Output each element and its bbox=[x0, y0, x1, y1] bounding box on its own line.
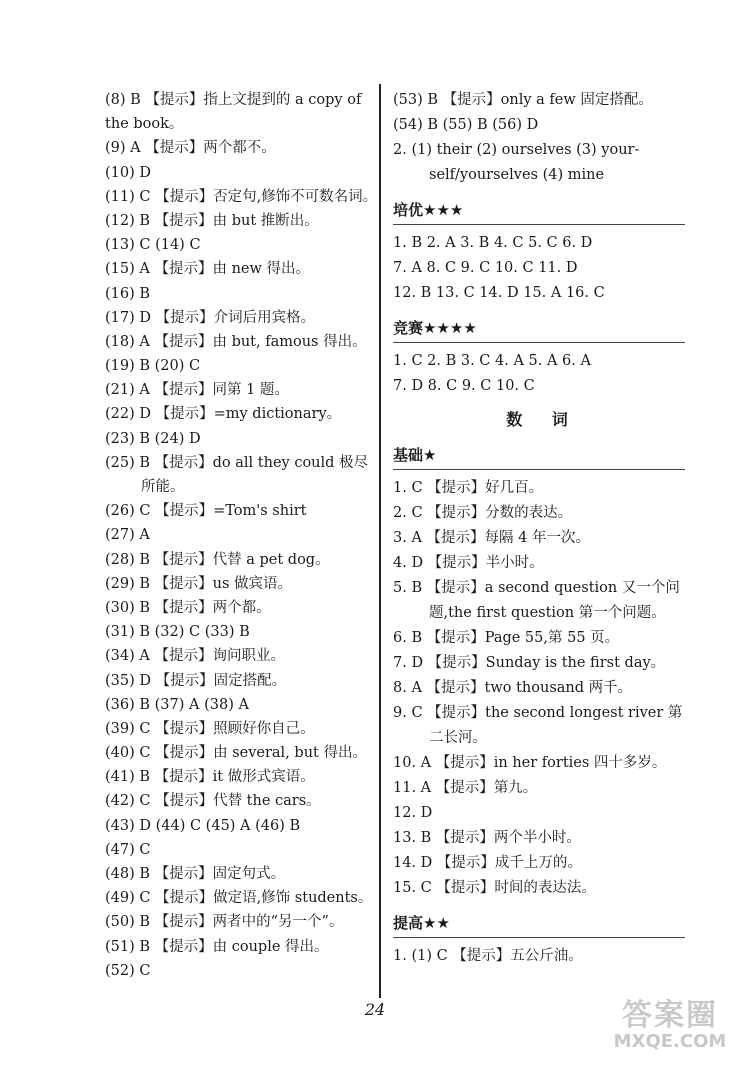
answer-line: 7. A 8. C 9. C 10. C 11. D bbox=[393, 260, 578, 276]
answer-line: (26) C 【提示】=Tom's shirt bbox=[105, 503, 307, 520]
answer-line: (40) C 【提示】由 several, but 得出。 bbox=[105, 745, 367, 762]
answer-line: (42) C 【提示】代替 the cars。 bbox=[105, 793, 321, 810]
answer-line: 15. C 【提示】时间的表达法。 bbox=[393, 880, 596, 896]
answer-line: (19) B (20) C bbox=[105, 358, 201, 375]
answer-line: (31) B (32) C (33) B bbox=[105, 624, 250, 641]
answer-line: 7. D 8. C 9. C 10. C bbox=[393, 378, 535, 394]
answer-line: 1. C 2. B 3. C 4. A 5. A 6. A bbox=[393, 353, 591, 369]
answer-line: (54) B (55) B (56) D bbox=[393, 117, 539, 133]
right-top-answers bbox=[393, 88, 693, 188]
answer-line: (10) D bbox=[105, 164, 151, 181]
answer-line: (22) D 【提示】=my dictionary。 bbox=[105, 406, 342, 423]
jichu-heading: 基础★ bbox=[393, 441, 685, 470]
answer-line: 2. C 【提示】分数的表达。 bbox=[393, 505, 573, 521]
jichu-answers bbox=[393, 476, 693, 901]
answer-line: (52) C bbox=[105, 962, 151, 979]
answer-line: 10. A 【提示】in her forties 四十多岁。 bbox=[393, 755, 667, 771]
answer-line: 12. B 13. C 14. D 15. A 16. C bbox=[393, 285, 605, 301]
answer-line: 8. A 【提示】two thousand 两千。 bbox=[393, 680, 633, 696]
tigao-answers bbox=[393, 944, 693, 969]
jingsai-heading: 竞赛★★★★ bbox=[393, 314, 685, 343]
answer-line: 1. B 2. A 3. B 4. C 5. C 6. D bbox=[393, 235, 593, 251]
answer-line: 9. C 【提示】the second longest river 第 bbox=[393, 705, 683, 721]
answer-line: 所能。 bbox=[141, 479, 185, 495]
answer-line: (23) B (24) D bbox=[105, 430, 201, 447]
answer-line: (47) C bbox=[105, 841, 151, 858]
tigao-heading: 提高★★ bbox=[393, 909, 685, 938]
answer-line: 13. B 【提示】两个半小时。 bbox=[393, 830, 581, 846]
answer-line: (16) B bbox=[105, 285, 151, 302]
answer-line: 二长河。 bbox=[429, 730, 487, 746]
answer-line: 7. D 【提示】Sunday is the first day。 bbox=[393, 655, 666, 671]
answer-line: 2. (1) their (2) ourselves (3) your- bbox=[393, 142, 640, 158]
answer-line: (17) D 【提示】介词后用宾格。 bbox=[105, 309, 316, 326]
answer-line: (13) C (14) C bbox=[105, 237, 201, 254]
answer-line: (30) B 【提示】两个都。 bbox=[105, 599, 271, 616]
answer-line: (11) C 【提示】否定句,修饰不可数名词。 bbox=[105, 188, 378, 205]
answer-line: (53) B 【提示】only a few 固定搭配。 bbox=[393, 92, 653, 108]
answer-line: (8) B 【提示】指上文提到的 a copy of bbox=[105, 92, 362, 108]
answer-line: (34) A 【提示】询问职业。 bbox=[105, 648, 285, 665]
section-title: 数 词 bbox=[506, 410, 580, 429]
answer-line: (25) B 【提示】do all they could 极尽 bbox=[105, 454, 369, 471]
peiyou-heading: 培优★★★ bbox=[393, 196, 685, 225]
answer-line: (48) B 【提示】固定句式。 bbox=[105, 866, 286, 882]
answer-line: the book。 bbox=[105, 116, 184, 133]
answer-line: 14. D 【提示】成千上万的。 bbox=[393, 855, 582, 871]
answer-line: (28) B 【提示】代替 a pet dog。 bbox=[105, 551, 330, 568]
peiyou-answers bbox=[393, 231, 693, 306]
answer-line: 5. B 【提示】a second question 又一个问 bbox=[393, 580, 680, 596]
answer-line: (18) A 【提示】由 but, famous 得出。 bbox=[105, 333, 367, 350]
answer-line: 题,the first question 第一个问题。 bbox=[429, 605, 666, 621]
answer-line: 4. D 【提示】半小时。 bbox=[393, 555, 544, 571]
watermark-top: 答案圈 bbox=[622, 998, 718, 1033]
answer-line: (51) B 【提示】由 couple 得出。 bbox=[105, 938, 329, 955]
answer-line: 11. A 【提示】第九。 bbox=[393, 780, 538, 796]
jingsai-answers bbox=[393, 349, 693, 399]
left-column bbox=[105, 88, 383, 983]
answer-line: (12) B 【提示】由 but 推断出。 bbox=[105, 212, 319, 229]
answer-line: (29) B 【提示】us 做宾语。 bbox=[105, 575, 293, 592]
answer-line: 6. B 【提示】Page 55,第 55 页。 bbox=[393, 630, 620, 646]
watermark-logo bbox=[600, 1000, 740, 1058]
answer-line: (50) B 【提示】两者中的“另一个”。 bbox=[105, 914, 344, 931]
answer-line: (21) A 【提示】同第 1 题。 bbox=[105, 382, 289, 399]
answer-line: self/yourselves (4) mine bbox=[429, 167, 605, 183]
answer-line: (15) A 【提示】由 new 得出。 bbox=[105, 261, 311, 278]
watermark-bottom: MXQE.COM bbox=[613, 1031, 727, 1052]
answer-line: (27) A bbox=[105, 527, 150, 544]
answer-line: (49) C 【提示】做定语,修饰 students。 bbox=[105, 890, 373, 907]
answer-line: (35) D 【提示】固定搭配。 bbox=[105, 672, 287, 689]
answer-line: (39) C 【提示】照顾好你自己。 bbox=[105, 720, 315, 737]
answer-line: (43) D (44) C (45) A (46) B bbox=[105, 817, 301, 834]
answer-line: (9) A 【提示】两个都不。 bbox=[105, 140, 276, 157]
answer-line: 12. D bbox=[393, 805, 433, 821]
page-number: 24 bbox=[364, 1000, 386, 1019]
answer-line: (36) B (37) A (38) A bbox=[105, 696, 249, 713]
answer-line: 1. C 【提示】好几百。 bbox=[393, 480, 544, 496]
answer-line: 3. A 【提示】每隔 4 年一次。 bbox=[393, 530, 590, 546]
answer-line: (41) B 【提示】it 做形式宾语。 bbox=[105, 769, 315, 786]
answer-line: 1. (1) C 【提示】五公斤油。 bbox=[393, 948, 583, 964]
right-column bbox=[393, 88, 693, 969]
